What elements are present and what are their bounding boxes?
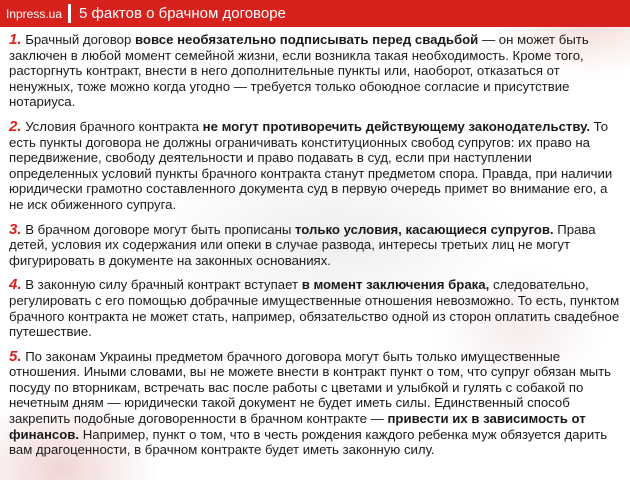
fact-text: В брачном договоре могут быть прописаны bbox=[25, 221, 292, 237]
facts-list bbox=[9, 32, 623, 467]
fact-number: 5. bbox=[9, 347, 22, 365]
fact-item bbox=[9, 119, 623, 213]
fact-text: Права детей, условия их содержания или опеки в случае развода, интересы третьих лиц не могут фигурировать в документе на законных основаниях. bbox=[9, 221, 596, 268]
fact-item bbox=[9, 349, 623, 458]
fact-number: 1. bbox=[9, 31, 22, 48]
fact-text: — он может быть заключен в любой момент семейной жизни, если возникла такая необходимость. Кроме того, расторгнуть контракт, внести в него дополнительные пункты или, наоборот, отказаться от ненужных, тоже можно когда угодно — требуется только обоюдное согласие и присутствие нотариуса. bbox=[9, 32, 589, 110]
site-name[interactable]: Inpress.ua bbox=[6, 6, 63, 21]
fact-highlight: привести их в зависимость от финансов. bbox=[9, 411, 586, 442]
header-bar bbox=[0, 0, 630, 27]
fact-highlight: только условия, касающиеся супругов. bbox=[295, 221, 554, 237]
fact-number: 3. bbox=[9, 220, 22, 238]
fact-highlight: вовсе необязательно подписывать перед свадьбой bbox=[134, 32, 479, 47]
fact-item bbox=[9, 277, 623, 339]
fact-text: По законам Украины предметом брачного договора могут быть только имущественные отношения. Иными словами, вы не можете внести в контракт пункт о том, что супруг обязан мыть посуду по вторникам, встречать вас после работы с цветами и улыбкой и гулять с собакой по нечетным дням — юридически такой документ не будет иметь силы. Единственный способ закрепить подобные договоренности в брачном контракте — bbox=[9, 348, 612, 427]
header-divider bbox=[68, 4, 71, 23]
page-title: 5 фактов о брачном договоре bbox=[79, 5, 286, 22]
fact-number: 2. bbox=[9, 117, 22, 135]
fact-item bbox=[9, 32, 623, 110]
fact-text: То есть пункты договора не должны ограничивать конституционных свобод супругов: их право на передвижение, свободу деятельности и право подавать в суд, если при наступлении определенных условий пункты брачного контракта станут предметом спора. Правда, при наличии юридически грамотно составленного документа суд в первую очередь примет во внимание его, а не иск обиженного супруга. bbox=[9, 118, 613, 212]
fact-text: Брачный договор bbox=[25, 32, 132, 47]
fact-text: Например, пункт о том, что в честь рождения каждого ребенка муж обязуется дарить вам драгоценности, в брачном контракте будет иметь законную силу. bbox=[9, 426, 608, 458]
fact-highlight: в момент заключения брака, bbox=[301, 277, 490, 293]
fact-text: В законную силу брачный контракт вступает bbox=[25, 277, 299, 293]
fact-number: 4. bbox=[9, 276, 22, 294]
fact-item bbox=[9, 222, 623, 269]
fact-text: следовательно, регулировать с его помощью добрачные имущественные отношения невозможно. То есть, пунктом брачного контракта не может стать, например, обязательство одной из сторон оплатить свадебное путешествие. bbox=[9, 277, 620, 340]
fact-text: Условия брачного контракта bbox=[25, 118, 199, 134]
fact-highlight: не могут противоречить действующему законодательству. bbox=[202, 118, 590, 134]
